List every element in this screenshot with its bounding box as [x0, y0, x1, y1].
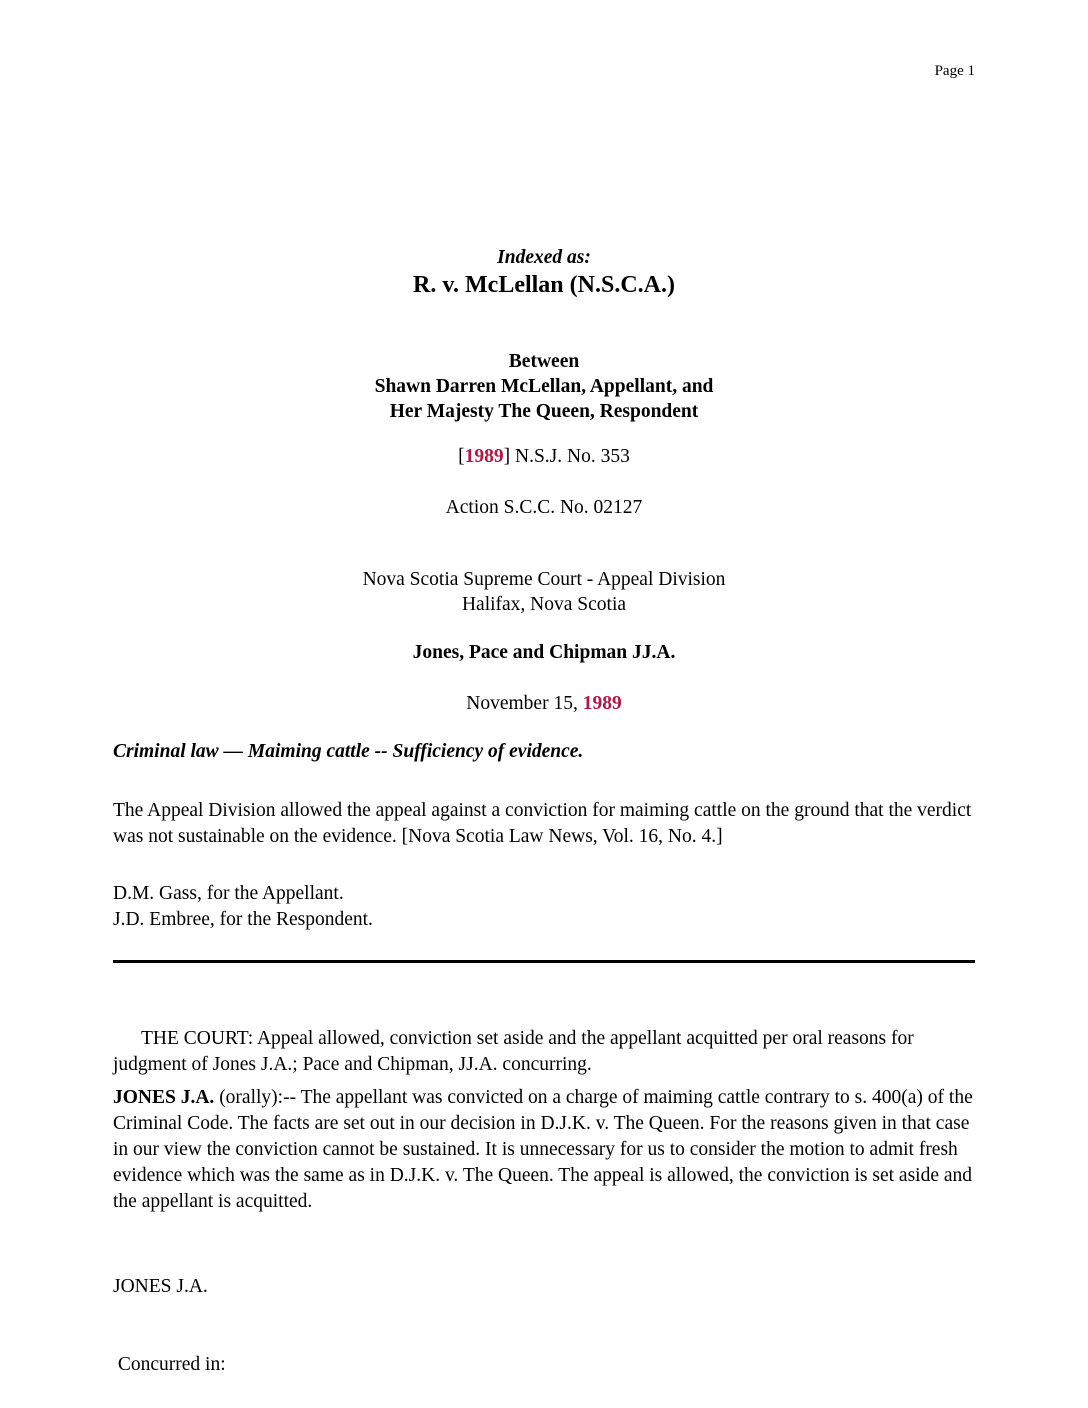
date-prefix: November 15,: [466, 693, 583, 714]
neutral-citation: [113, 444, 975, 469]
judges-panel: Jones, Pace and Chipman JJ.A.: [412, 642, 676, 663]
jones-judge-label: JONES J.A.: [113, 1087, 215, 1108]
court-name: Nova Scotia Supreme Court - Appeal Division: [362, 569, 726, 590]
parties-block: [113, 349, 975, 424]
citation-rest: ] N.S.J. No. 353: [503, 446, 630, 467]
date-year: 1989: [582, 693, 622, 714]
court-block: [113, 567, 975, 617]
jones-reasons-paragraph: [113, 1085, 975, 1215]
signature-block: [113, 1222, 975, 1408]
decision-date: [113, 691, 975, 716]
between-label: Between: [508, 351, 580, 372]
case-summary: The Appeal Division allowed the appeal against a conviction for maiming cattle on the ground that the verdict was not sustainable on the evidence. [Nova Scotia Law News, Vol. 16, No. 4.]: [113, 800, 972, 847]
counsel-appellant: D.M. Gass, for the Appellant.: [113, 883, 344, 904]
citation-year: 1989: [464, 446, 504, 467]
case-name: R. v. McLellan (N.S.C.A.): [413, 272, 675, 298]
catchwords: Criminal law — Maiming cattle -- Sufficiency of evidence.: [113, 741, 584, 762]
citation-open-bracket: [: [458, 446, 465, 467]
signature-judge: JONES J.A.: [113, 1276, 208, 1297]
action-number: Action S.C.C. No. 02127: [445, 497, 643, 518]
section-divider-rule: [113, 960, 975, 963]
concurred-in-label: Concurred in:: [113, 1354, 226, 1375]
court-holding-paragraph: THE COURT: Appeal allowed, conviction set aside and the appellant acquitted per oral reasons for judgment of Jones J.A.; Pace and Chipman, JJ.A. concurring.: [113, 1028, 914, 1075]
page-number: Page 1: [934, 63, 975, 79]
counsel-block: [113, 881, 975, 933]
counsel-respondent: J.D. Embree, for the Respondent.: [113, 909, 373, 930]
respondent-party-line: Her Majesty The Queen, Respondent: [389, 401, 699, 422]
appellant-party-line: Shawn Darren McLellan, Appellant, and: [374, 376, 714, 397]
indexed-as-label: Indexed as:: [497, 247, 591, 268]
jones-reasons-text: (orally):-- The appellant was convicted on a charge of maiming cattle contrary to s. 400(a) of the Criminal Code. The facts are set out in our decision in D.J.K. v. The Queen. For the reasons given in that case in our view the conviction cannot be sustained. It is unnecessary for us to consider the motion to admit fresh evidence which was the same as in D.J.K. v. The Queen. The appeal is allowed, the conviction is set aside and the appellant is acquitted.: [113, 1087, 973, 1212]
court-location: Halifax, Nova Scotia: [461, 594, 627, 615]
